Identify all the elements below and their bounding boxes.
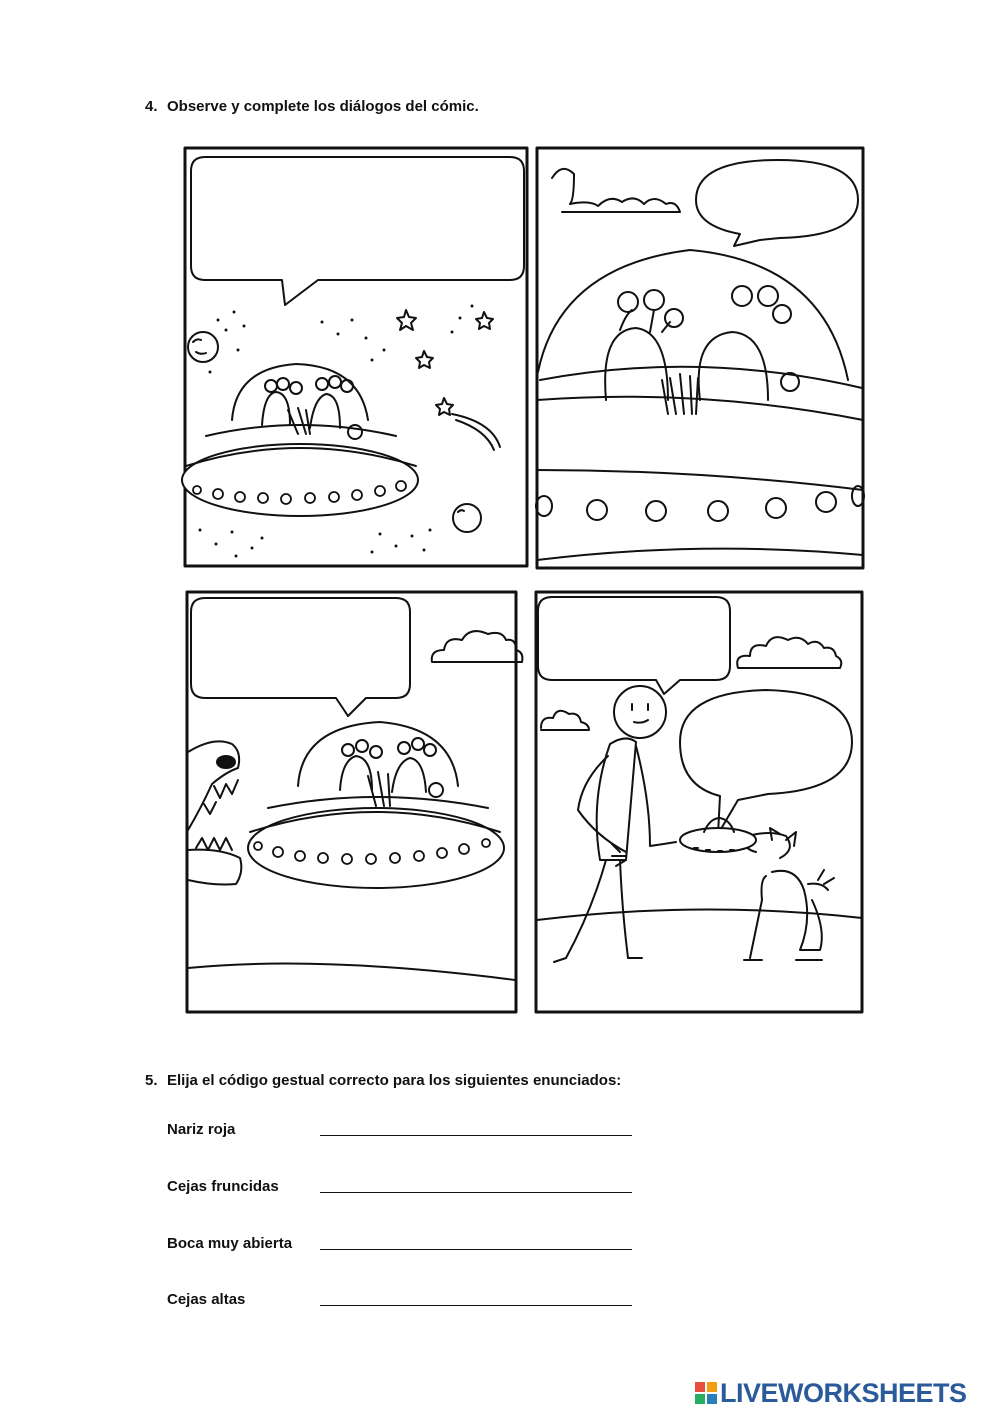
dog bbox=[744, 828, 834, 960]
ground-line bbox=[188, 964, 515, 980]
star-icon bbox=[397, 310, 500, 450]
statement-row bbox=[167, 1289, 647, 1315]
logo-block bbox=[695, 1394, 705, 1404]
statement-row bbox=[167, 1119, 647, 1145]
logo-block bbox=[707, 1394, 717, 1404]
speech-bubble-1[interactable] bbox=[191, 157, 524, 305]
answer-blank[interactable] bbox=[320, 1192, 632, 1193]
answer-blank[interactable] bbox=[320, 1249, 632, 1250]
statement-label: Boca muy abierta bbox=[167, 1235, 293, 1252]
liveworksheets-logo[interactable] bbox=[695, 1376, 967, 1410]
comic-panel-1 bbox=[182, 148, 527, 566]
ufo bbox=[536, 250, 864, 560]
logo-block bbox=[707, 1382, 717, 1392]
question-5-text: Elija el código gestual correcto para los siguientes enunciados: bbox=[167, 1072, 622, 1089]
alien bbox=[605, 286, 799, 414]
logo-block bbox=[695, 1382, 705, 1392]
question-4-text: Observe y complete los diálogos del cómic. bbox=[167, 98, 479, 115]
cloud-icon bbox=[541, 711, 589, 730]
ufo bbox=[182, 364, 418, 516]
cloud-icon bbox=[737, 637, 841, 668]
cloud-icon bbox=[432, 631, 523, 662]
logo-blocks-icon bbox=[695, 1382, 717, 1404]
ufo bbox=[248, 722, 504, 888]
planet-icon bbox=[453, 504, 481, 532]
comic-panel-2 bbox=[536, 148, 864, 568]
speech-bubble-3[interactable] bbox=[191, 598, 410, 716]
statement-row bbox=[167, 1233, 647, 1259]
answer-blank[interactable] bbox=[320, 1305, 632, 1306]
answer-blank[interactable] bbox=[320, 1135, 632, 1136]
speech-bubble-2[interactable] bbox=[696, 160, 858, 246]
statement-label: Cejas altas bbox=[167, 1291, 246, 1308]
comic-panel-3 bbox=[187, 592, 522, 1012]
question-5-number: 5. bbox=[145, 1072, 158, 1089]
logo-text: LIVEWORKSHEETS bbox=[720, 1377, 967, 1408]
star-dots bbox=[199, 305, 474, 558]
man bbox=[554, 686, 676, 962]
planet-icon bbox=[188, 332, 218, 362]
statement-label: Cejas fruncidas bbox=[167, 1178, 279, 1195]
comic-panel-4 bbox=[536, 592, 862, 1012]
speech-bubble-4[interactable] bbox=[538, 597, 730, 694]
statement-row bbox=[167, 1176, 647, 1202]
question-4-number: 4. bbox=[145, 98, 158, 115]
cloud-icon bbox=[552, 169, 680, 212]
question-5-title bbox=[145, 1072, 621, 1089]
dinosaur bbox=[188, 741, 241, 884]
speech-bubble-5[interactable] bbox=[680, 690, 852, 834]
statement-label: Nariz roja bbox=[167, 1121, 236, 1138]
